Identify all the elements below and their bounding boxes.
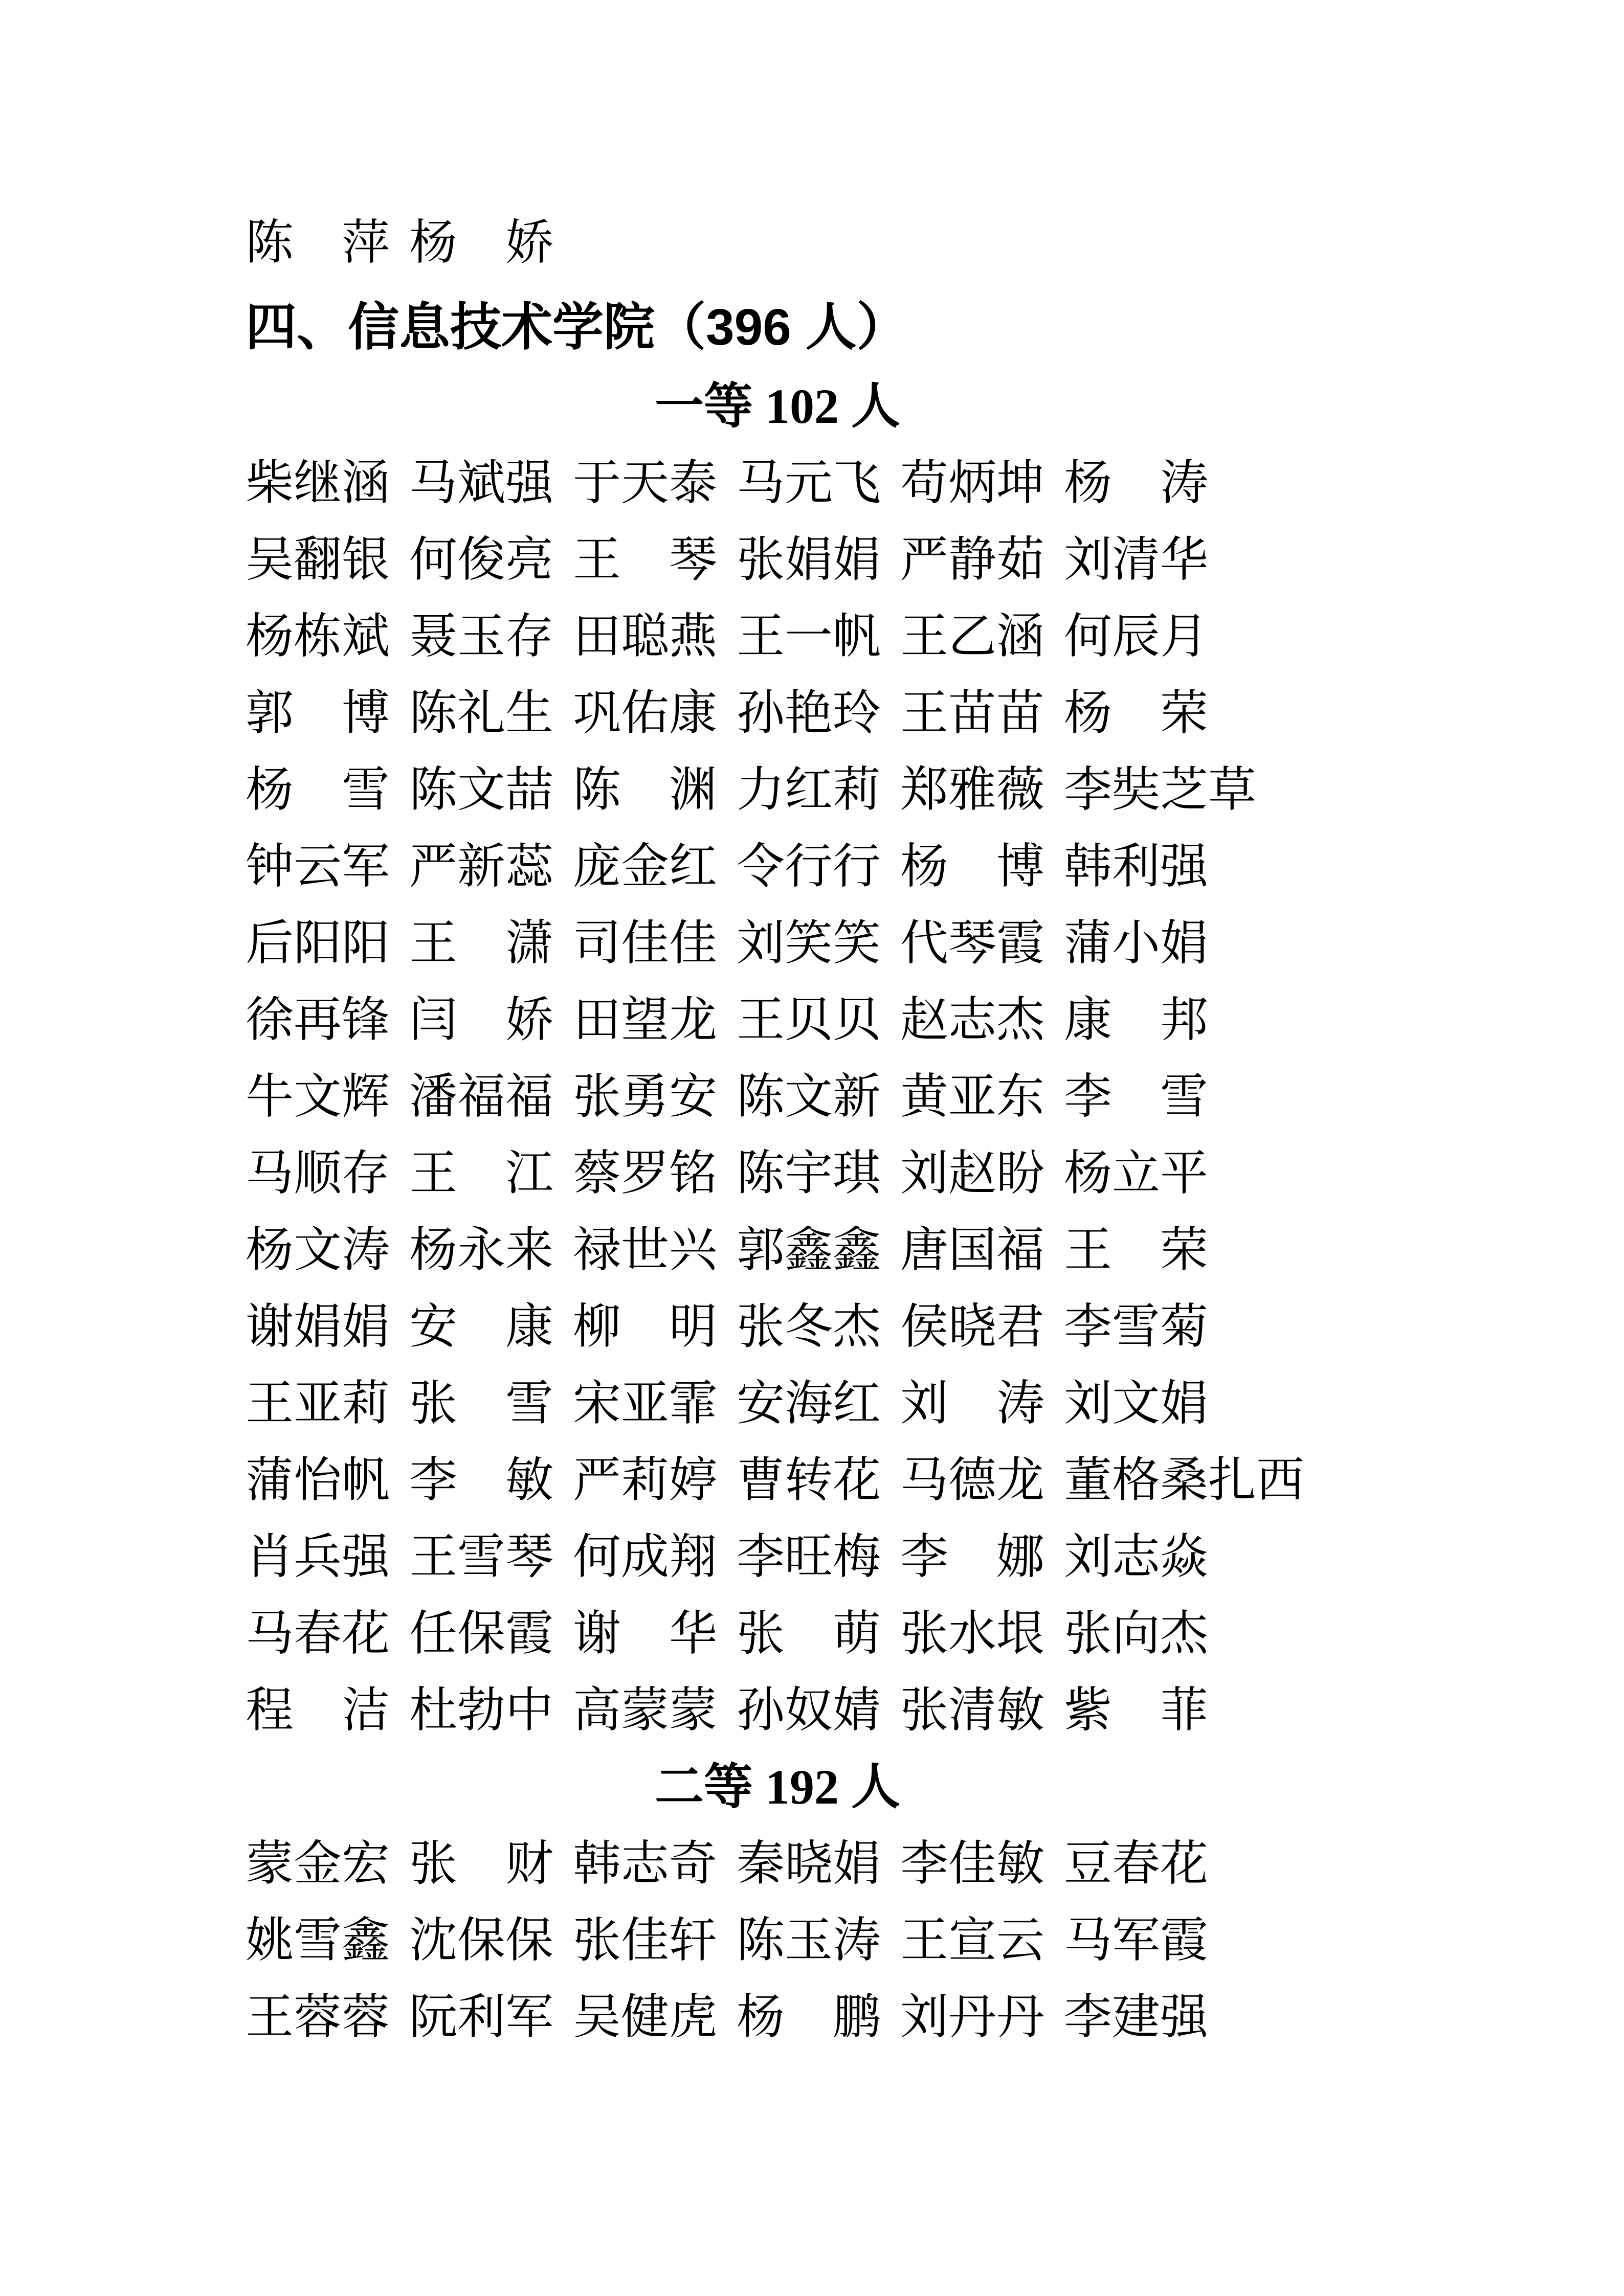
student-name: 马德龙 [900, 1454, 1045, 1507]
student-name: 豆春花 [1064, 1837, 1209, 1890]
student-name: 力红莉 [737, 763, 881, 817]
names-row [246, 598, 1350, 675]
student-name: 黄亚东 [900, 1070, 1045, 1123]
student-name: 王 江 [409, 1147, 554, 1200]
student-name: 张 萌 [737, 1607, 881, 1660]
student-name: 张勇安 [573, 1070, 718, 1123]
student-name: 阮利军 [409, 1991, 554, 2044]
student-name: 柳 明 [573, 1300, 718, 1354]
student-name: 牛文辉 [246, 1070, 390, 1123]
student-name: 司佳佳 [573, 917, 718, 970]
names-row [246, 675, 1350, 752]
student-name: 张 雪 [409, 1377, 554, 1430]
student-name: 陈文喆 [409, 763, 554, 817]
student-name: 钟云军 [246, 840, 390, 893]
student-name: 张娟娟 [737, 533, 881, 587]
student-name: 杨 鹏 [737, 1991, 881, 2044]
student-name: 安 康 [409, 1300, 554, 1354]
names-row [246, 1289, 1350, 1365]
document-page [246, 205, 1350, 2056]
student-name: 于天泰 [573, 457, 718, 510]
student-name: 李建强 [1064, 1991, 1209, 2044]
student-name: 马春花 [246, 1607, 390, 1660]
student-name: 陈文新 [737, 1070, 881, 1123]
student-name: 王 荣 [1064, 1224, 1209, 1277]
names-row [246, 1442, 1350, 1519]
award-groups [246, 368, 1350, 2056]
student-name: 田望龙 [573, 994, 718, 1047]
names-row [246, 1979, 1350, 2056]
student-name: 王雪琴 [409, 1530, 554, 1584]
student-name: 谢 华 [573, 1607, 718, 1660]
student-name: 禄世兴 [573, 1224, 718, 1277]
student-name: 后阳阳 [246, 917, 390, 970]
student-name: 董格桑扎西 [1064, 1454, 1305, 1507]
group-header: 二等 192 人 [655, 1760, 900, 1814]
student-name: 何成翔 [573, 1530, 718, 1584]
student-name: 谢娟娟 [246, 1300, 390, 1354]
student-name: 徐再锋 [246, 994, 390, 1047]
student-name: 李旺梅 [737, 1530, 881, 1584]
names-row [246, 1595, 1350, 1672]
student-name: 李 雪 [1064, 1070, 1209, 1123]
student-name: 代琴霞 [900, 917, 1045, 970]
student-name: 陈 渊 [573, 763, 718, 817]
student-name: 苟炳坤 [900, 457, 1045, 510]
names-row [246, 828, 1350, 905]
student-name: 李奘芝草 [1064, 763, 1257, 817]
student-name: 张清敏 [900, 1684, 1045, 1737]
student-name: 刘 涛 [900, 1377, 1045, 1430]
student-name: 王乙涵 [900, 610, 1045, 663]
names-row [246, 1059, 1350, 1135]
student-name: 唐国福 [900, 1224, 1045, 1277]
names-row [246, 1365, 1350, 1442]
student-name: 何俊亮 [409, 533, 554, 587]
student-name: 王一帆 [737, 610, 881, 663]
student-name: 聂玉存 [409, 610, 554, 663]
student-name: 曹转花 [737, 1454, 881, 1507]
student-name: 杨立平 [1064, 1147, 1209, 1200]
student-name: 孙奴婧 [737, 1684, 881, 1737]
student-name: 任保霞 [409, 1607, 554, 1660]
student-name: 蒲小娟 [1064, 917, 1209, 970]
student-name: 紫 菲 [1064, 1684, 1209, 1737]
student-name: 王贝贝 [737, 994, 881, 1047]
student-name: 张 财 [409, 1837, 554, 1890]
names-row [246, 1135, 1350, 1212]
student-name: 杨 博 [900, 840, 1045, 893]
student-name: 杨 雪 [246, 763, 390, 817]
student-name: 马顺存 [246, 1147, 390, 1200]
student-name: 刘笑笑 [737, 917, 881, 970]
student-name: 刘赵盼 [900, 1147, 1045, 1200]
student-name: 杨栋斌 [246, 610, 390, 663]
student-name: 沈保保 [409, 1914, 554, 1967]
names-row [246, 445, 1350, 522]
names-row [246, 752, 1350, 828]
student-name: 李 娜 [900, 1530, 1045, 1584]
student-name: 何辰月 [1064, 610, 1209, 663]
student-name: 蒲怡帆 [246, 1454, 390, 1507]
student-name: 刘丹丹 [900, 1991, 1045, 2044]
student-name: 吴翻银 [246, 533, 390, 587]
student-name: 刘文娟 [1064, 1377, 1209, 1430]
student-name: 刘清华 [1064, 533, 1209, 587]
names-row [246, 1826, 1350, 1902]
student-name: 李佳敏 [900, 1837, 1045, 1890]
student-name: 潘福福 [409, 1070, 554, 1123]
names-row [246, 1672, 1350, 1749]
student-name: 杨 娇 [409, 216, 554, 269]
student-name: 郭鑫鑫 [737, 1224, 881, 1277]
student-name: 刘志焱 [1064, 1530, 1209, 1584]
student-name: 秦晓娟 [737, 1837, 881, 1890]
group-header: 一等 102 人 [655, 379, 900, 434]
names-row [246, 1212, 1350, 1289]
student-name: 严静茹 [900, 533, 1045, 587]
student-name: 杜勃中 [409, 1684, 554, 1737]
student-name: 张佳轩 [573, 1914, 718, 1967]
student-name: 杨文涛 [246, 1224, 390, 1277]
student-name: 王蓉蓉 [246, 1991, 390, 2044]
student-name: 蔡罗铭 [573, 1147, 718, 1200]
student-name: 闫 娇 [409, 994, 554, 1047]
student-name: 安海红 [737, 1377, 881, 1430]
student-name: 王宣云 [900, 1914, 1045, 1967]
student-name: 令行行 [737, 840, 881, 893]
student-name: 张向杰 [1064, 1607, 1209, 1660]
student-name: 肖兵强 [246, 1530, 390, 1584]
student-name: 孙艳玲 [737, 687, 881, 740]
student-name: 杨永来 [409, 1224, 554, 1277]
student-name: 庞金红 [573, 840, 718, 893]
student-name: 吴健虎 [573, 1991, 718, 2044]
student-name: 张冬杰 [737, 1300, 881, 1354]
student-name: 程 洁 [246, 1684, 390, 1737]
student-name: 姚雪鑫 [246, 1914, 390, 1967]
student-name: 蒙金宏 [246, 1837, 390, 1890]
student-name: 韩志奇 [573, 1837, 718, 1890]
section-title: 四、信息技术学院（396 人） [246, 299, 908, 356]
student-name: 马元飞 [737, 457, 881, 510]
student-name: 王苗苗 [900, 687, 1045, 740]
student-name: 康 邦 [1064, 994, 1209, 1047]
names-row [246, 905, 1350, 982]
student-name: 陈礼生 [409, 687, 554, 740]
names-row [246, 522, 1350, 598]
student-name: 杨 涛 [1064, 457, 1209, 510]
student-name: 李雪菊 [1064, 1300, 1209, 1354]
student-name: 王 琴 [573, 533, 718, 587]
student-name: 王亚莉 [246, 1377, 390, 1430]
student-name: 宋亚霏 [573, 1377, 718, 1430]
student-name: 陈 萍 [246, 216, 390, 269]
student-name: 赵志杰 [900, 994, 1045, 1047]
student-name: 郭 博 [246, 687, 390, 740]
student-name: 巩佑康 [573, 687, 718, 740]
student-name: 陈宇琪 [737, 1147, 881, 1200]
student-name: 严新蕊 [409, 840, 554, 893]
student-name: 侯晓君 [900, 1300, 1045, 1354]
student-name: 李 敏 [409, 1454, 554, 1507]
student-name: 杨 荣 [1064, 687, 1209, 740]
student-name: 严莉婷 [573, 1454, 718, 1507]
student-name: 田聪燕 [573, 610, 718, 663]
continuation-names-row [246, 205, 1350, 281]
names-row [246, 1902, 1350, 1979]
student-name: 郑雅薇 [900, 763, 1045, 817]
student-name: 王 潇 [409, 917, 554, 970]
student-name: 陈玉涛 [737, 1914, 881, 1967]
names-row [246, 982, 1350, 1059]
student-name: 韩利强 [1064, 840, 1209, 893]
student-name: 马斌强 [409, 457, 554, 510]
student-name: 高蒙蒙 [573, 1684, 718, 1737]
student-name: 柴继涵 [246, 457, 390, 510]
student-name: 马军霞 [1064, 1914, 1209, 1967]
student-name: 张水垠 [900, 1607, 1045, 1660]
names-row [246, 1519, 1350, 1595]
